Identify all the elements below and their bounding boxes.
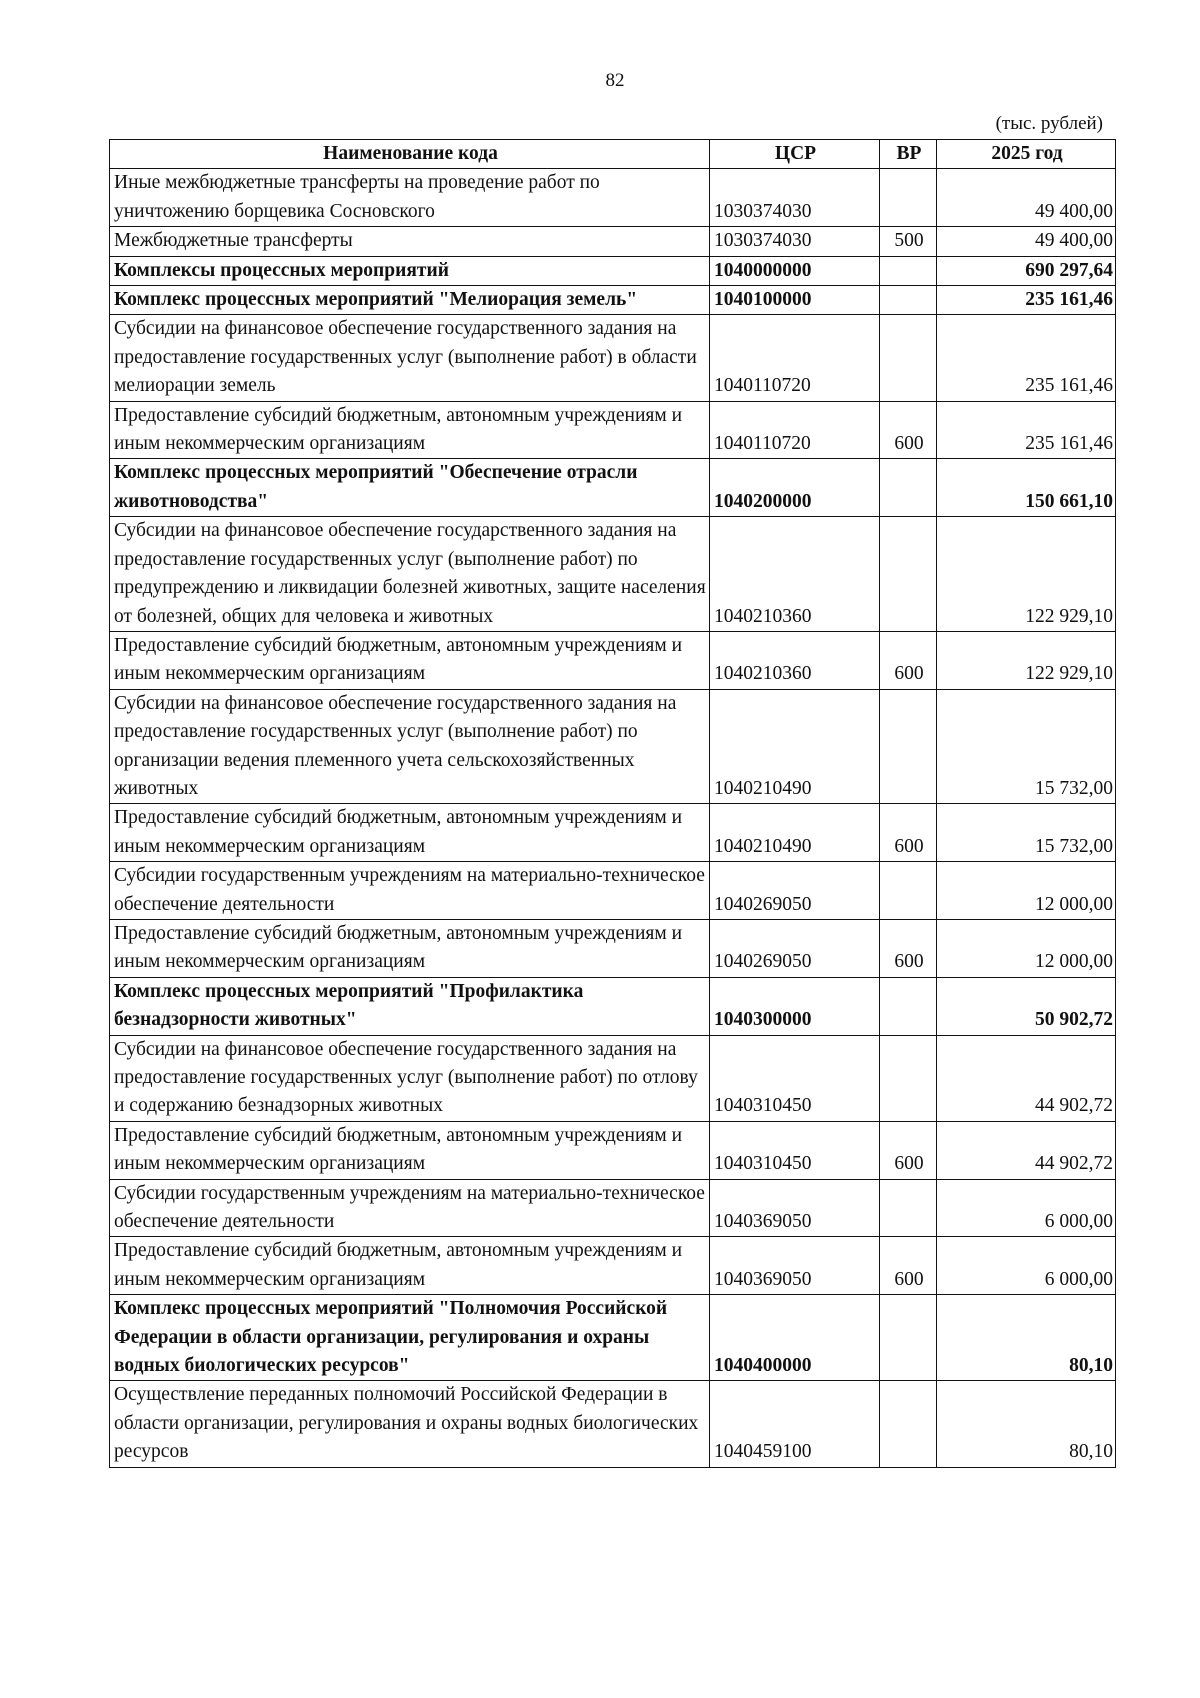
csr-cell: 1040269050 [710,862,880,920]
sum-cell: 235 161,46 [937,401,1116,459]
csr-cell: 1040000000 [710,256,880,285]
sum-cell: 44 902,72 [937,1035,1116,1121]
vr-cell [880,286,937,315]
table-row [110,401,1116,459]
csr-cell: 1030374030 [710,169,880,227]
vr-cell: 600 [880,401,937,459]
sum-cell: 12 000,00 [937,919,1116,977]
csr-cell: 1040369050 [710,1237,880,1295]
sum-cell: 12 000,00 [937,862,1116,920]
sum-cell: 6 000,00 [937,1179,1116,1237]
sum-cell: 15 732,00 [937,689,1116,804]
name-cell: Комплекс процессных мероприятий "Мелиорация земель" [110,286,710,315]
table-row [110,1035,1116,1121]
vr-cell: 500 [880,227,937,256]
table-row [110,286,1116,315]
vr-cell [880,1179,937,1237]
table-row [110,256,1116,285]
table-row [110,315,1116,401]
name-cell: Предоставление субсидий бюджетным, автономным учреждениям и иным некоммерческим организациям [110,1121,710,1179]
table-row [110,227,1116,256]
vr-cell: 600 [880,631,937,689]
csr-cell: 1040459100 [710,1381,880,1467]
vr-cell [880,256,937,285]
name-cell: Комплекс процессных мероприятий "Полномочия Российской Федерации в области организации, регулирования и охраны водных биологических ресурсов" [110,1295,710,1381]
name-cell: Иные межбюджетные трансферты на проведение работ по уничтожению борщевика Сосновского [110,169,710,227]
csr-cell: 1040300000 [710,977,880,1035]
csr-cell: 1040210490 [710,689,880,804]
table-row [110,804,1116,862]
sum-cell: 49 400,00 [937,169,1116,227]
csr-cell: 1040310450 [710,1121,880,1179]
csr-cell: 1040200000 [710,459,880,517]
csr-cell: 1040369050 [710,1179,880,1237]
vr-cell [880,1381,937,1467]
vr-cell [880,1295,937,1381]
csr-cell: 1040100000 [710,286,880,315]
table-header-row [110,140,1116,169]
table-row [110,862,1116,920]
table-row [110,1237,1116,1295]
name-cell: Осуществление переданных полномочий Российской Федерации в области организации, регулирования и охраны водных биологических ресурсов [110,1381,710,1467]
csr-cell: 1040400000 [710,1295,880,1381]
table-row [110,689,1116,804]
csr-cell: 1040269050 [710,919,880,977]
name-cell: Субсидии на финансовое обеспечение государственного задания на предоставление государственных услуг (выполнение работ) по организации ведения племенного учета сельскохозяйственных животных [110,689,710,804]
table-row [110,1295,1116,1381]
budget-table [109,139,1116,1468]
sum-cell: 235 161,46 [937,315,1116,401]
vr-cell [880,169,937,227]
sum-cell: 6 000,00 [937,1237,1116,1295]
vr-cell [880,459,937,517]
vr-cell [880,315,937,401]
table-row [110,1381,1116,1467]
csr-cell: 1030374030 [710,227,880,256]
name-cell: Комплексы процессных мероприятий [110,256,710,285]
name-cell: Предоставление субсидий бюджетным, автономным учреждениям и иным некоммерческим организациям [110,631,710,689]
name-cell: Субсидии государственным учреждениям на материально-техническое обеспечение деятельности [110,862,710,920]
csr-cell: 1040210490 [710,804,880,862]
sum-cell: 50 902,72 [937,977,1116,1035]
sum-cell: 44 902,72 [937,1121,1116,1179]
table-row [110,169,1116,227]
header-sum: 2025 год [937,140,1116,169]
page-number: 82 [605,70,625,91]
table-row [110,1179,1116,1237]
sum-cell: 15 732,00 [937,804,1116,862]
vr-cell [880,862,937,920]
header-vr: ВР [880,140,937,169]
name-cell: Субсидии государственным учреждениям на материально-техническое обеспечение деятельности [110,1179,710,1237]
vr-cell [880,689,937,804]
name-cell: Межбюджетные трансферты [110,227,710,256]
csr-cell: 1040110720 [710,315,880,401]
vr-cell: 600 [880,804,937,862]
sum-cell: 150 661,10 [937,459,1116,517]
vr-cell [880,977,937,1035]
vr-cell [880,1035,937,1121]
csr-cell: 1040210360 [710,517,880,632]
header-name: Наименование кода [110,140,710,169]
name-cell: Субсидии на финансовое обеспечение государственного задания на предоставление государственных услуг (выполнение работ) по предупреждению и ликвидации болезней животных, защите населения от болезней, общих для человека и животных [110,517,710,632]
name-cell: Предоставление субсидий бюджетным, автономным учреждениям и иным некоммерческим организациям [110,919,710,977]
vr-cell: 600 [880,1237,937,1295]
header-csr: ЦСР [710,140,880,169]
csr-cell: 1040210360 [710,631,880,689]
table-row [110,1121,1116,1179]
csr-cell: 1040310450 [710,1035,880,1121]
table-row [110,517,1116,632]
name-cell: Предоставление субсидий бюджетным, автономным учреждениям и иным некоммерческим организациям [110,1237,710,1295]
table-row [110,631,1116,689]
sum-cell: 49 400,00 [937,227,1116,256]
sum-cell: 122 929,10 [937,631,1116,689]
name-cell: Комплекс процессных мероприятий "Обеспечение отрасли животноводства" [110,459,710,517]
name-cell: Субсидии на финансовое обеспечение государственного задания на предоставление государственных услуг (выполнение работ) в области мелиорации земель [110,315,710,401]
vr-cell: 600 [880,919,937,977]
sum-cell: 80,10 [937,1295,1116,1381]
sum-cell: 690 297,64 [937,256,1116,285]
sum-cell: 235 161,46 [937,286,1116,315]
sum-cell: 80,10 [937,1381,1116,1467]
csr-cell: 1040110720 [710,401,880,459]
table-row [110,459,1116,517]
sum-cell: 122 929,10 [937,517,1116,632]
name-cell: Комплекс процессных мероприятий "Профилактика безнадзорности животных" [110,977,710,1035]
vr-cell: 600 [880,1121,937,1179]
name-cell: Субсидии на финансовое обеспечение государственного задания на предоставление государственных услуг (выполнение работ) по отлову и содержанию безнадзорных животных [110,1035,710,1121]
vr-cell [880,517,937,632]
units-note: (тыс. рублей) [995,113,1103,134]
name-cell: Предоставление субсидий бюджетным, автономным учреждениям и иным некоммерческим организациям [110,401,710,459]
table-row [110,977,1116,1035]
name-cell: Предоставление субсидий бюджетным, автономным учреждениям и иным некоммерческим организациям [110,804,710,862]
table-row [110,919,1116,977]
